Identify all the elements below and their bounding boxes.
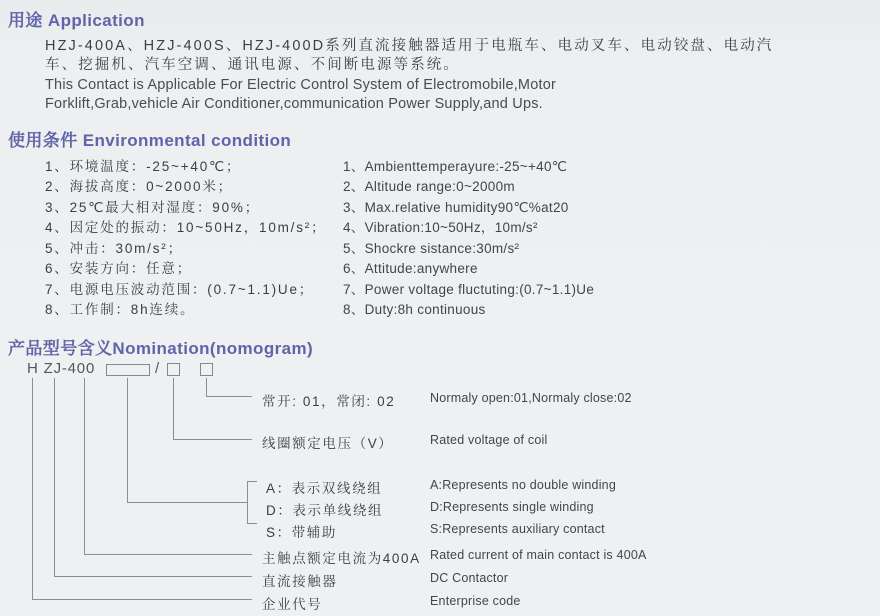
nomination-label-cn: 线圈额定电压（V） [262,436,394,451]
nomination-label-en: Rated current of main contact is 400A [430,548,647,562]
nomination-row-winding-s [0,521,880,538]
env-item-cn: 7、电源电压波动范围：(0.7~1.1)Ue； [45,281,315,297]
nomination-label-en: Rated voltage of coil [430,433,548,447]
nomination-label-en: A:Represents no double winding [430,478,616,492]
nomination-label-en: Normaly open:01,Normaly close:02 [430,391,632,405]
env-item-cn: 4、因定处的振动：10~50Hz，10m/s²； [45,220,327,236]
env-item-en: 5、Shockre sistance:30m/s² [343,240,520,256]
model-coil-voltage-box [167,363,180,376]
nomination-label-cn: 常开: 01，常闭: 02 [262,394,396,409]
environment-list-en [343,157,594,321]
application-text-line: Forklift,Grab,vehicle Air Conditioner,communication Power Supply,and Ups. [45,95,543,112]
env-item-cn: 6、安装方向：任意； [45,261,193,277]
application-section-title: 用途 Application [8,11,145,30]
application-text-line: This Contact is Applicable For Electric Control System of Electromobile,Motor [45,76,556,93]
env-item-cn: 1、环境温度：-25~+40℃； [45,159,242,174]
env-item-en: 6、Attitude:anywhere [343,261,478,277]
nomination-label-en: S:Represents auxiliary contact [430,522,605,536]
nomination-label-cn: S：带辅助 [266,525,338,540]
env-item-en: 4、Vibration:10~50Hz，10m/s² [343,220,538,236]
nomination-row-dc-contactor [0,570,880,587]
nomination-row-coil-voltage [0,432,880,449]
environment-list-cn [45,157,326,321]
env-item-cn: 3、25℃最大相对湿度：90%； [45,199,261,215]
model-contact-form-box [200,363,213,376]
application-paragraph [45,37,773,114]
env-item-cn: 2、海拔高度：0~2000米； [45,179,233,195]
nomination-row-winding-d [0,499,880,516]
nomination-label-en: D:Represents single winding [430,500,594,514]
model-winding-code-box [106,364,150,376]
env-item-cn: 8、工作制：8h连续。 [45,302,196,318]
nomination-label-cn: 企业代号 [262,597,323,612]
env-item-cn: 5、冲击：30m/s²； [45,240,183,256]
nomination-label-cn: 直流接触器 [262,574,338,589]
application-text-line: 车、挖掘机、汽车空调、通讯电源、不间断电源等系统。 [45,57,460,74]
nomination-row-winding-a [0,477,880,494]
env-item-en: 2、Altitude range:0~2000m [343,179,515,195]
env-item-en: 1、Ambienttemperayure:-25~+40℃ [343,159,568,174]
nomination-label-en: DC Contactor [430,571,509,585]
env-item-en: 3、Max.relative humidity90℃%at20 [343,199,569,215]
nomination-row-contact-form [0,390,880,407]
model-code-slash: / [155,360,160,377]
model-code-prefix: H ZJ-400 [27,360,96,377]
env-item-en: 7、Power voltage fluctuting:(0.7~1.1)Ue [343,281,595,297]
nomination-section-title: 产品型号含义Nomination(nomogram) [8,339,314,358]
connector-vline-coil-voltage [173,378,174,440]
nomination-row-rated-current [0,547,880,564]
env-item-en: 8、Duty:8h continuous [343,302,486,318]
nomination-label-cn: 主触点额定电流为400A [262,551,421,566]
application-text-line: HZJ-400A、HZJ-400S、HZJ-400D系列直流接触器适用于电瓶车、电动叉车、电动铰盘、电动汽 [45,38,774,54]
nomination-label-cn: A：表示双线绕组 [266,481,383,496]
nomination-row-enterprise-code [0,593,880,610]
environment-section-title: 使用条件 Environmental condition [8,131,292,150]
nomination-label-cn: D：表示单线绕组 [266,503,384,518]
nomination-label-en: Enterprise code [430,594,521,608]
